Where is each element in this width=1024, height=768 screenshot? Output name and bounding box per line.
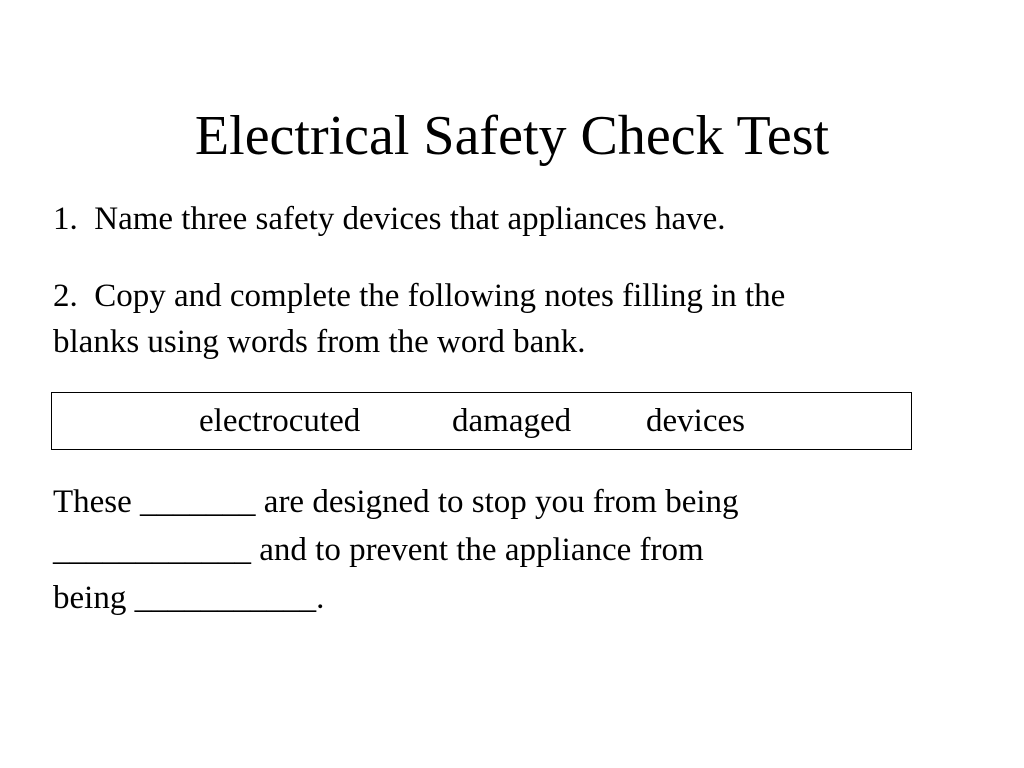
question-2-line-2: blanks using words from the word bank. (53, 324, 586, 360)
word-bank-item: devices (646, 403, 745, 439)
word-bank (51, 392, 912, 450)
page-title: Electrical Safety Check Test (194, 105, 830, 167)
question-1-line-1: 1. Name three safety devices that appliances have. (53, 201, 726, 237)
fill-in-notes (53, 478, 739, 622)
question-1 (53, 196, 726, 242)
question-2-line-1: 2. Copy and complete the following notes filling in the (53, 278, 786, 314)
word-bank-item: electrocuted (199, 403, 361, 439)
notes-line-1: These _______ are designed to stop you from being (53, 484, 739, 520)
word-bank-item: damaged (452, 403, 572, 439)
notes-line-3: being ___________. (53, 580, 325, 616)
notes-line-2: ____________ and to prevent the appliance from (53, 532, 704, 568)
question-2 (53, 273, 785, 365)
